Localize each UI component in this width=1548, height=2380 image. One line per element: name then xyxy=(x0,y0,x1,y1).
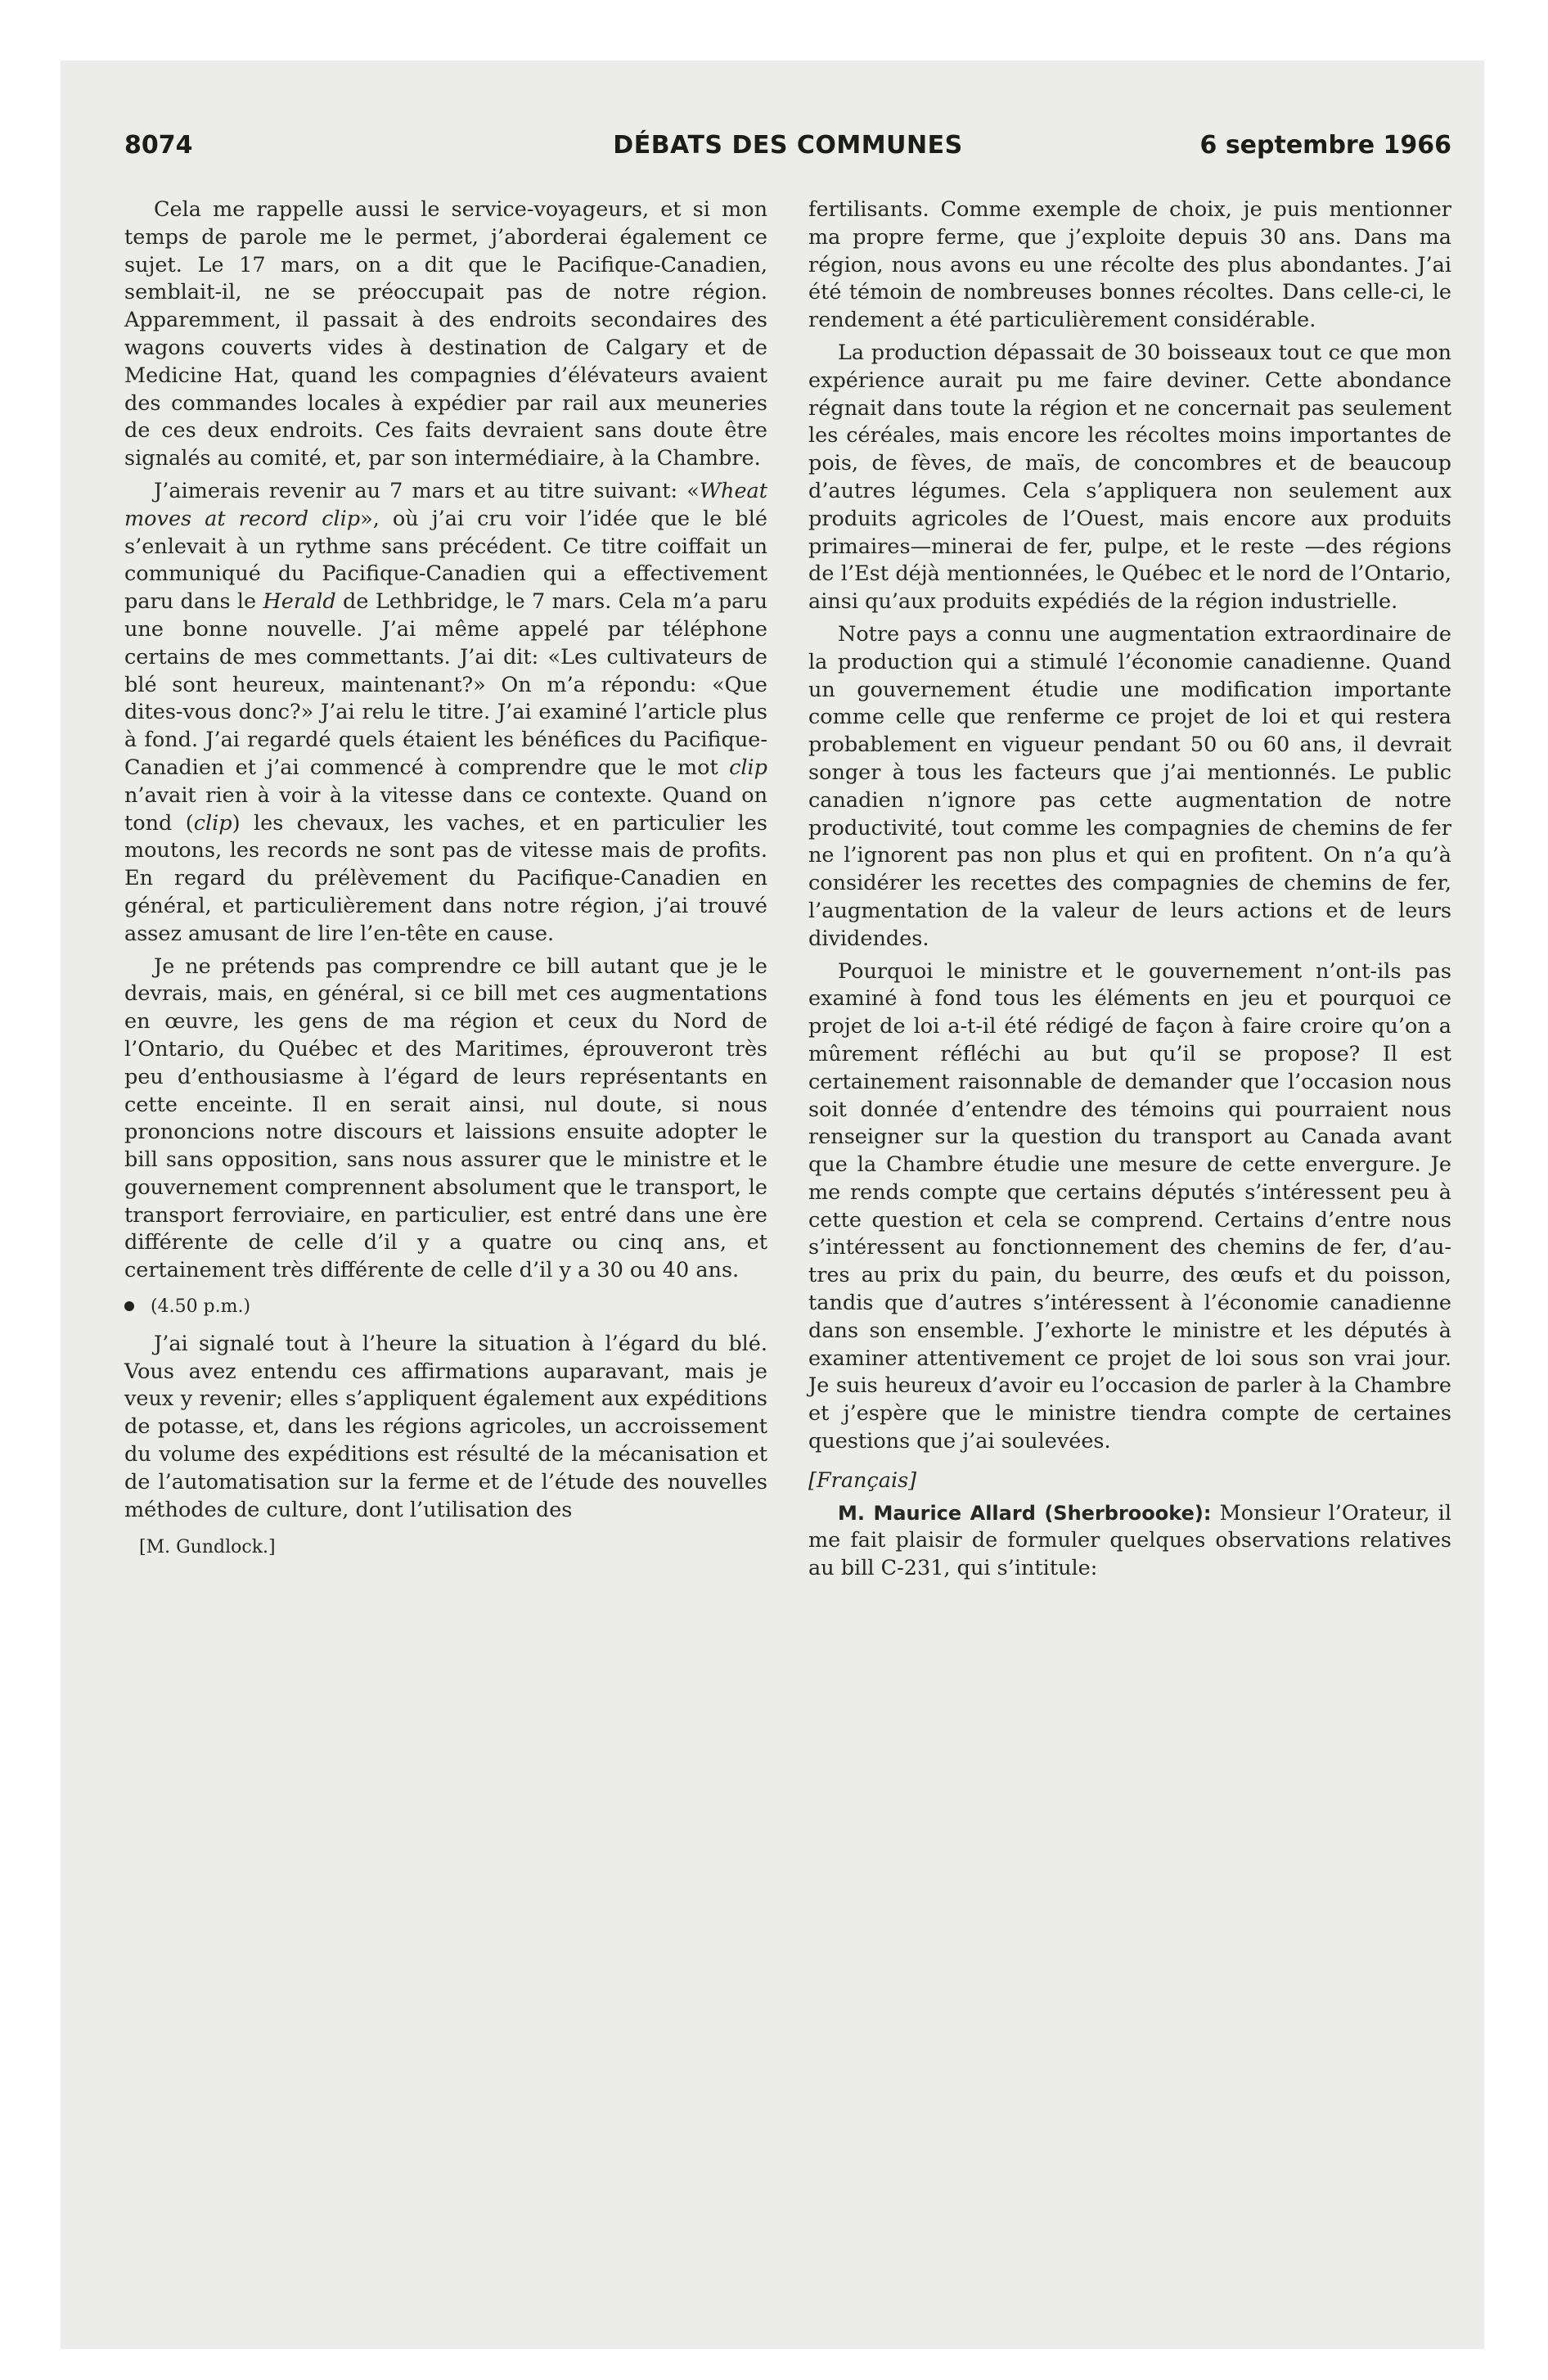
left-column xyxy=(124,196,767,1562)
document-page xyxy=(124,131,1451,1581)
paragraph xyxy=(808,1500,1451,1583)
paragraph-text: ) les chevaux, les vaches, et en particulier les moutons, les records ne sont pas de vitesse mais de profits. En regard du prélèvement du Pacifique-Canadien en général, et particulièrement dans notre région, j’ai trouvé assez amusant de lire l’en-tête en cause. xyxy=(124,810,767,946)
paragraph: Notre pays a connu une augmentation extraordinaire de la production qui a stimulé l’économie canadienne. Quand un gouvernement étudie une modification importante comme celle que renferme ce projet de loi et qui restera probablement en vigueur pendant 50 ou 60 ans, il devrait songer à tous les facteurs que j’ai mentionnés. Le public canadien n’ignore pas cette augmentation de notre productivité, tout comme les compagnies de chemins de fer ne l’ignorent pas non plus et qui en profitent. On n’a qu’à considérer les recettes des compagnies de chemins de fer, l’augmentation de la valeur de leurs actions et de leurs dividendes. xyxy=(808,621,1451,951)
paragraph-text: J’aimerais revenir au 7 mars et au titre suivant: « xyxy=(154,478,700,503)
paragraph: Cela me rappelle aussi le service-voyageurs, et si mon temps de parole me le permet, j’aborderai également ce sujet. Le 17 mars, on a dit que le Pacifique-Canadien, semblait-il, ne se préoccupait pas de notre région. Apparemment, il passait à des endroits secondaires des wagons couverts vides à destination de Calgary et de Medicine Hat, quand les compagnies d’élévateurs avaient des commandes locales à expédier par rail aux meuneries de ces deux endroits. Ces faits devraient sans doute être signalés au comité, et, par son intermédiaire, à la Chambre. xyxy=(124,197,767,471)
page-number: 8074 xyxy=(124,131,193,160)
paragraph-text: de Lethbridge, le 7 mars. Cela m’a paru une bonne nouvelle. J’ai même appelé par téléphone certains de mes commettants. J’ai dit: «Les cultivateurs de blé sont heureux, maintenant?» On m’a répondu: «Que dites-vous donc?» J’ai relu le titre. J’ai examiné l’article plus à fond. J’ai regardé quels étaient les bénéfices du Pacifique-Canadien et j’ai commencé à comprendre que le mot xyxy=(124,589,767,780)
bullet-dot-icon xyxy=(124,1301,134,1311)
time-text: (4.50 p.m.) xyxy=(151,1296,251,1318)
italic-word: clip xyxy=(729,755,767,780)
paragraph: J’ai signalé tout à l’heure la situation à l’égard du blé. Vous avez entendu ces affirmations auparavant, mais je veux y revenir; elles s’appliquent également aux expéditions de potasse, et, dans les régions agricoles, un accroissement du volume des expéditions est résulté de la mécanisation et de l’automatisation sur la ferme et de l’étude des nouvelles méthodes de culture, dont l’utilisation des xyxy=(124,1331,767,1522)
speaker-name: M. Maurice Allard (Sherbroooke): xyxy=(838,1501,1212,1525)
speaker-signature: [M. Gundlock.] xyxy=(139,1537,276,1558)
paragraph-text: Monsieur l’Orateur, il me fait plaisir de formuler quelques observations relatives au bill C-231, qui s’intitule: xyxy=(808,1500,1451,1581)
paragraph: La production dépassait de 30 boisseaux tout ce que mon expérience aurait pu me faire deviner. Cette abondance régnait dans toute la région et ne concernait pas seulement les céréales, mais encore les récoltes moins importantes de pois, de fèves, de maïs, de concombres et de beaucoup d’autres légumes. Cela s’appliquera non seulement aux produits agricoles de l’Ouest, mais encore aux produits primaires—minerai de fer, pulpe, et le reste —des régions de l’Est déjà mentionnées, le Québec et le nord de l’Ontario, ainsi qu’aux produits expédiés de la région industrielle. xyxy=(808,340,1451,615)
italic-word: clip xyxy=(193,810,232,836)
paragraph-text: », où j’ai cru voir l’idée que le blé s’enlevait à un rythme sans précédent. Ce titre coiffait un communiqué du Pacifique-Canadien qui a effectivement paru dans le xyxy=(124,506,767,615)
publication-date: 6 septembre 1966 xyxy=(1199,131,1451,160)
language-marker: [Français] xyxy=(808,1467,917,1493)
paragraph-text: n’avait rien à voir à la vitesse dans ce contexte. Quand on tond ( xyxy=(124,782,767,836)
time-marker xyxy=(124,1293,767,1321)
page-header xyxy=(124,131,1451,167)
right-column xyxy=(808,196,1451,1583)
paragraph xyxy=(124,478,767,949)
quoted-headline: Wheat moves at record clip xyxy=(124,478,767,531)
paragraph: Je ne prétends pas comprendre ce bill autant que je le devrais, mais, en général, si ce bill met ces augmentations en œuvre, les gens de ma région et ceux du Nord de l’Ontario, du Québec et des Maritimes, éprouveront très peu d’enthousiasme à l’égard de leurs représentants en cette enceinte. Il en serait ainsi, nul doute, si nous prononcions notre discours et laissions ensuite adopter le bill sans opposition, sans nous assurer que le ministre et le gouvernement comprennent absolument que le transport, le transport ferroviaire, en particulier, est entré dans une ère différente de celle d’il y a quatre ou cinq ans, et certainement très différente de celle d’il y a 30 ou 40 ans. xyxy=(124,953,767,1283)
publication-title: DÉBATS DES COMMUNES xyxy=(613,131,963,160)
newspaper-name: Herald xyxy=(263,589,336,615)
paragraph: Pourquoi le ministre et le gouvernement n’ont-ils pas examiné à fond tous les éléments en jeu et pourquoi ce projet de loi a-t-il été rédigé de façon à faire croire qu’on a mûrement réfléchi au but qu’il se propose? Il est certainement raisonnable de demander que l’occasion nous soit donnée d’entendre des témoins qui pourraient nous renseigner sur la question du transport au Canada avant que la Chambre étudie une mesure de cette envergure. Je me rends compte que certains députés s’intéressent peu à cette question et cela se comprend. Certains d’entre nous s’intéressent au fonctionnement des chemins de fer, d’autres au prix du pain, du beurre, des œufs et du poisson, tandis que d’autres s’intéressent à l’économie canadienne dans son ensemble. J’exhorte le ministre et les députés à examiner attentivement ce projet de loi sous son vrai jour. Je suis heureux d’avoir eu l’occasion de parler à la Chambre et j’espère que le ministre tiendra compte de certaines questions que j’ai soulevées. xyxy=(808,958,1451,1454)
paragraph: fertilisants. Comme exemple de choix, je puis mentionner ma propre ferme, que j’exploite depuis 30 ans. Dans ma région, nous avons eu une récolte des plus abondantes. J’ai été témoin de nombreuses bonnes récoltes. Dans celle-ci, le rendement a été particulièrement considérable. xyxy=(808,197,1451,333)
